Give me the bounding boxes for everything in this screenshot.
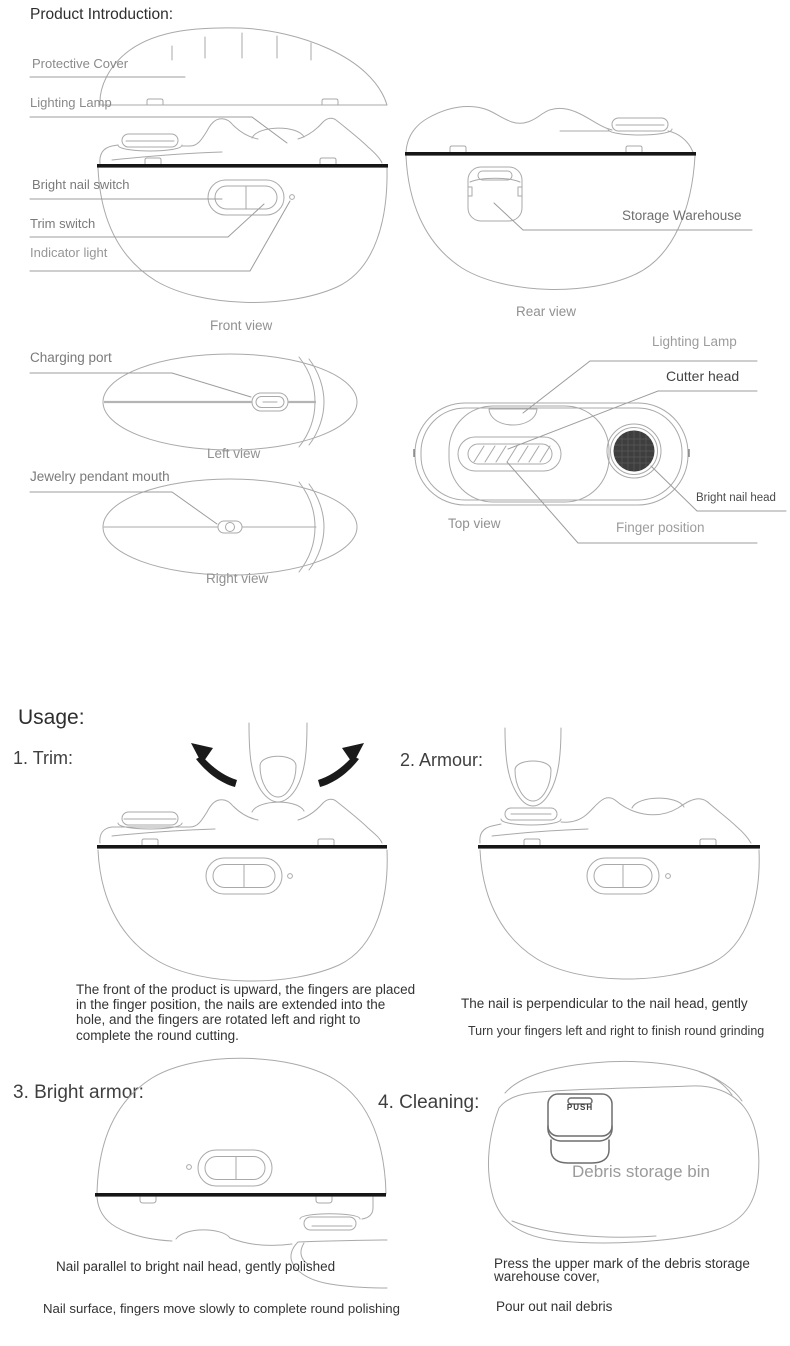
- step4-label: 4. Cleaning:: [378, 1092, 480, 1113]
- armour-diagram: [455, 720, 775, 1000]
- step3-label: 3. Bright armor:: [13, 1082, 144, 1103]
- label-charging-port: Charging port: [30, 350, 112, 365]
- step1-label: 1. Trim:: [13, 748, 74, 768]
- label-bright-nail-head: Bright nail head: [696, 492, 776, 504]
- step1-line4: complete the round cutting.: [76, 1027, 239, 1043]
- step2-line1: The nail is perpendicular to the nail head, gently: [461, 996, 748, 1011]
- label-lighting-lamp: Lighting Lamp: [30, 95, 112, 110]
- page-title: Product Introduction:: [30, 6, 174, 23]
- usage-title: Usage:: [18, 706, 85, 729]
- label-trim-switch: Trim switch: [30, 216, 96, 231]
- step4-line3: Pour out nail debris: [496, 1299, 613, 1314]
- bright-armor-diagram: [85, 1048, 400, 1293]
- label-protective-cover: Protective Cover: [32, 56, 129, 71]
- step1-line1: The front of the product is upward, the fingers are placed: [76, 982, 416, 997]
- left-view-diagram: [25, 348, 365, 463]
- caption-rear-view: Rear view: [516, 304, 577, 319]
- step2-label: 2. Armour:: [400, 750, 484, 770]
- label-top-lighting-lamp: Lighting Lamp: [652, 334, 737, 349]
- step4-line1: Press the upper mark of the debris storage: [494, 1256, 750, 1271]
- step1-description: [76, 982, 415, 1043]
- caption-top-view: Top view: [448, 516, 501, 531]
- caption-left-view: Left view: [207, 446, 261, 461]
- label-storage-warehouse: Storage Warehouse: [622, 208, 742, 223]
- caption-front-view: Front view: [210, 318, 273, 333]
- label-bright-nail-switch: Bright nail switch: [32, 177, 130, 192]
- step3-line1: Nail parallel to bright nail head, gently polished: [56, 1259, 336, 1274]
- step1-line2: in the finger position, the nails are extended into the: [76, 997, 386, 1013]
- right-view-diagram: [25, 470, 365, 588]
- caption-right-view: Right view: [206, 571, 269, 586]
- label-finger-position: Finger position: [616, 520, 705, 535]
- step3-line2: Nail surface, fingers move slowly to complete round polishing: [43, 1301, 400, 1316]
- step4-line2: warehouse cover,: [494, 1269, 600, 1284]
- step2-line2: Turn your fingers left and right to finish round grinding: [468, 1024, 765, 1038]
- trim-diagram: [85, 715, 400, 1000]
- cleaning-diagram: [480, 1055, 770, 1250]
- label-debris-storage-bin: Debris storage bin: [572, 1162, 710, 1181]
- step1-line3: hole, and the fingers are rotated left and right to: [76, 1012, 361, 1028]
- label-jewelry-pendant-mouth: Jewelry pendant mouth: [30, 469, 170, 484]
- label-indicator-light: Indicator light: [30, 245, 108, 260]
- label-cutter-head: Cutter head: [666, 368, 740, 384]
- push-button-label: PUSH: [566, 1103, 594, 1112]
